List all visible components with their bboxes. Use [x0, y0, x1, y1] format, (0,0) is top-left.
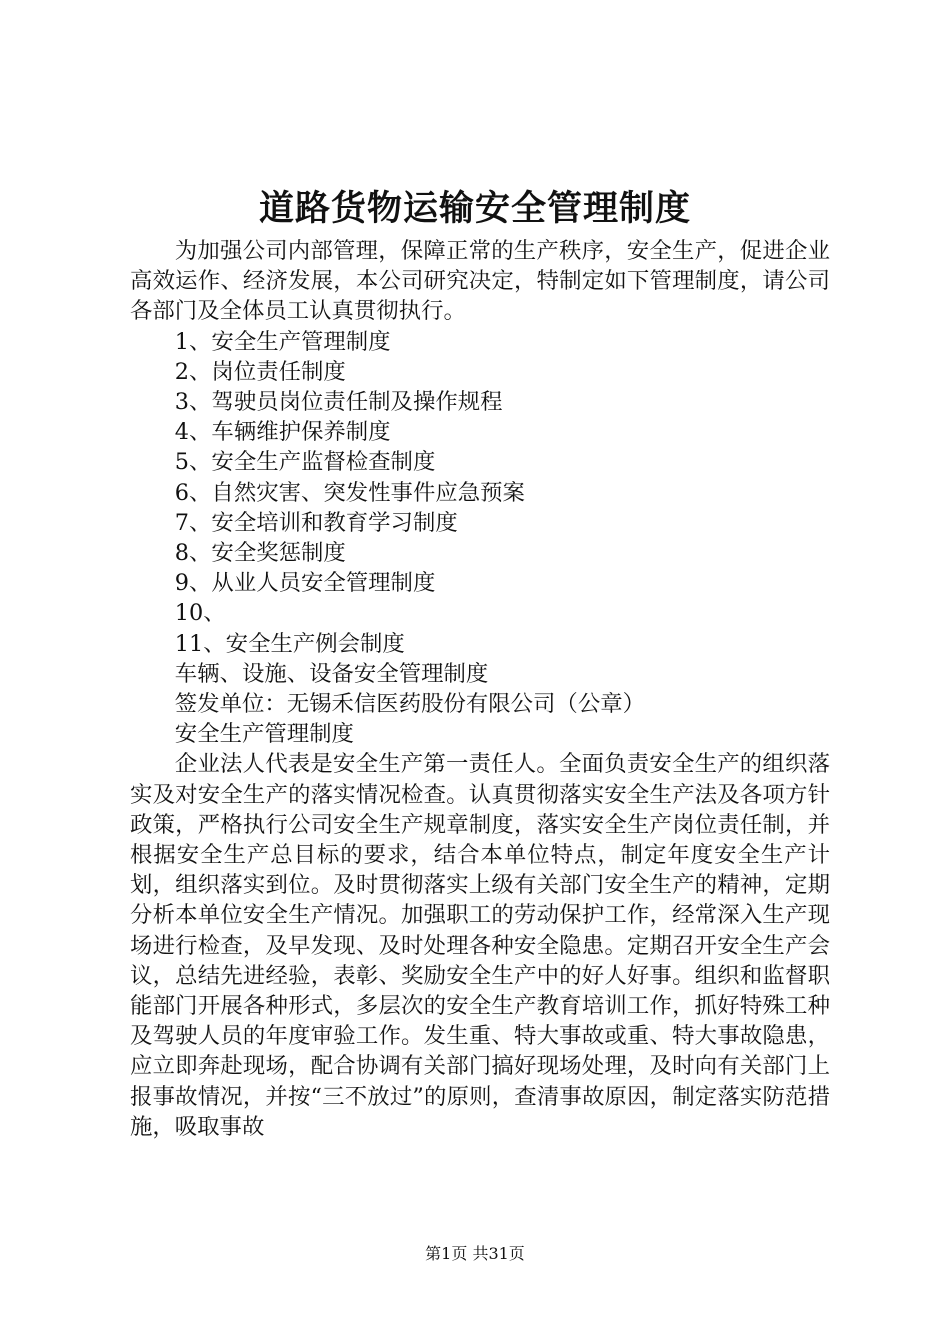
list-item: 6、自然灾害、突发性事件应急预案 — [174, 479, 525, 506]
vehicle-line: 车辆、设施、设备安全管理制度 — [174, 660, 489, 687]
document-title: 道路货物运输安全管理制度 — [258, 188, 691, 229]
list-item: 2、岗位责任制度 — [174, 358, 346, 385]
list-item: 9、从业人员安全管理制度 — [174, 570, 436, 597]
section-heading: 安全生产管理制度 — [174, 721, 354, 748]
list-item: 1、安全生产管理制度 — [174, 328, 391, 355]
list-item: 4、车辆维护保养制度 — [174, 419, 391, 446]
list-item: 11、安全生产例会制度 — [174, 630, 405, 657]
regulation-list — [130, 327, 830, 659]
intro-paragraph: 为加强公司内部管理，保障正常的生产秩序，安全生产，促进企业高效运作、经济发展，本公司研究决定，特制定如下管理制度，请公司各部门及全体员工认真贯彻执行。 — [130, 238, 830, 325]
issuer-line: 签发单位：无锡禾信医药股份有限公司（公章） — [174, 691, 645, 718]
section-body-paragraph: 企业法人代表是安全生产第一责任人。全面负责安全生产的组织落实及对安全生产的落实情况检查。认真贯彻落实安全生产法及各项方针政策，严格执行公司安全生产规章制度，落实安全生产岗位责任制，并根据安全生产总目标的要求，结合本单位特点，制定年度安全生产计划，组织落实到位。及时贯彻落实上级有关部门安全生产的精神，定期分析本单位安全生产情况。加强职工的劳动保护工作，经常深入生产现场进行检查，及早发现、及时处理各种安全隐患。定期召开安全生产会议，总结先进经验，表彰、奖励安全生产中的好人好事。组织和监督职能部门开展各种形式，多层次的安全生产教育培训工作，抓好特殊工种及驾驶人员的年度审验工作。发生重、特大事故或重、特大事故隐患，应立即奔赴现场，配合协调有关部门搞好现场处理，及时向有关部门上报事故情况，并按“三不放过”的原则，查清事故原因，制定落实防范措施，吸取事故 — [130, 751, 830, 1140]
list-item: 7、安全培训和教育学习制度 — [174, 509, 458, 536]
page-footer: 第1页 共31页 — [425, 1244, 525, 1263]
list-item: 5、安全生产监督检查制度 — [174, 449, 436, 476]
list-item: 3、驾驶员岗位责任制及操作规程 — [174, 389, 503, 416]
list-item: 10、 — [174, 600, 226, 627]
document-body — [130, 236, 830, 1142]
list-item: 8、安全奖惩制度 — [174, 540, 346, 567]
